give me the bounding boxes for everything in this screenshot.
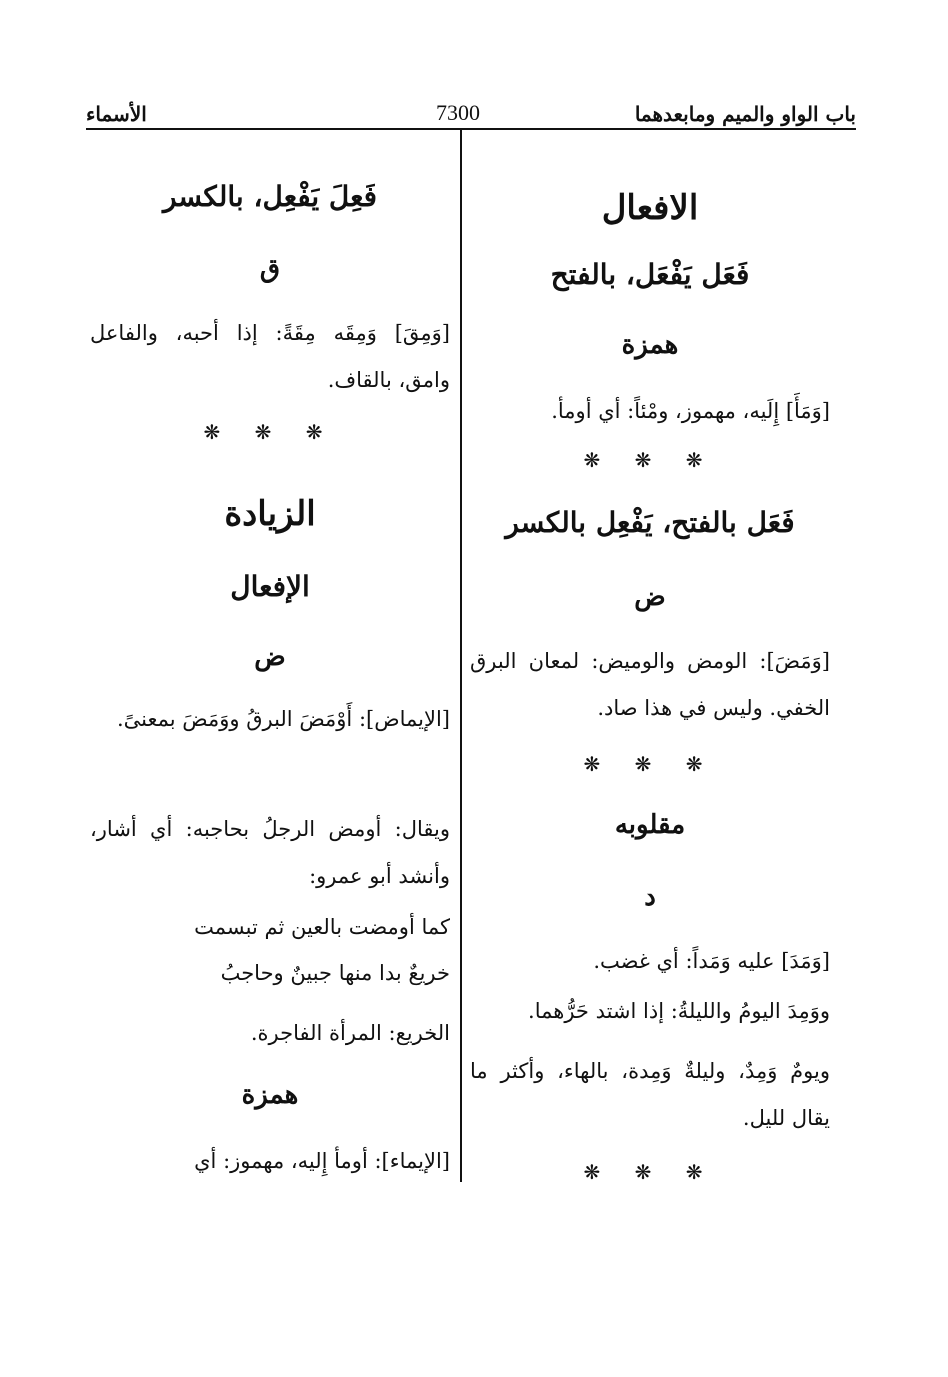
heading-ziyada: الزيادة: [224, 494, 316, 534]
section-title: الأسماء: [86, 102, 147, 126]
heading-faala-kasr: فَعَل بالفتح، يَفْعِل بالكسر: [505, 506, 795, 539]
entry-yawm-wamid: ويومٌ وَمِدٌ، وليلةٌ وَمِدة، بالهاء، وأكثر ما يقال لليل.: [470, 1059, 830, 1130]
heading-dad: ض: [254, 642, 286, 672]
column-divider: [460, 130, 462, 1182]
page-number: 7300: [436, 100, 480, 125]
heading-dal: د: [644, 882, 656, 912]
entry-wama: [وَمَأَ] إِلَيه، مهموز، ومْئاً: أي أومأ.: [551, 399, 830, 423]
heading-hamza: همزة: [621, 330, 679, 360]
entry-wamida-yawm: ووَمِدَ اليومُ والليلةُ: إذا اشتد حَرُّهما.: [528, 999, 830, 1023]
separator-stars: ❋ ❋ ❋: [583, 1160, 717, 1184]
header-rule: [86, 128, 856, 130]
entry-wamiq: [وَمِقَ] وَمِقَه مِقَةً: إذا أحبه، والفاعل وامق، بالقاف.: [90, 321, 450, 392]
heading-faila-kasr: فَعِلَ يَفْعِل، بالكسر: [162, 180, 378, 213]
entry-wamad: [وَمَضَ]: الومض والوميض: لمعان البرق الخفي. وليس في هذا صاد.: [470, 649, 830, 720]
entry-imad: [الإيماض]: أَوْمَضَ البرقُ ووَمَضَ بمعنىً.: [116, 707, 450, 731]
page-header: [86, 98, 856, 138]
heading-maqlub: مقلوبه: [614, 810, 686, 840]
entry-imaa: [الإيماء]: أومأ إِليه، مهموز: أي: [194, 1149, 450, 1173]
separator-stars: ❋ ❋ ❋: [583, 448, 717, 472]
entry-kharie: الخريع: المرأة الفاجرة.: [250, 1021, 450, 1045]
entry-yuqal: ويقال: أومض الرجلُ بحاجبه: أي أشار، وأنشد أبو عمرو:: [90, 817, 450, 888]
chapter-title: باب الواو والميم ومابعدهما: [634, 102, 856, 126]
entry-wamad2: [وَمَدَ] عليه وَمَداً: أي غضب.: [593, 949, 830, 973]
heading-qaf: ق: [259, 254, 281, 284]
separator-stars: ❋ ❋ ❋: [203, 420, 337, 444]
verse-line-2: خريعٌ بدا منها جبينٌ وحاجبُ: [220, 961, 450, 985]
verse-line-1: كما أومضت بالعين ثم تبسمت: [194, 915, 450, 939]
heading-dad: ض: [634, 582, 666, 612]
heading-faala-fath: فَعَل يَفْعَل، بالفتح: [550, 258, 750, 291]
separator-stars: ❋ ❋ ❋: [583, 752, 717, 776]
heading-hamza: همزة: [241, 1080, 299, 1110]
heading-afal: الافعال: [601, 188, 699, 228]
heading-ifal: الإفعال: [230, 570, 310, 603]
